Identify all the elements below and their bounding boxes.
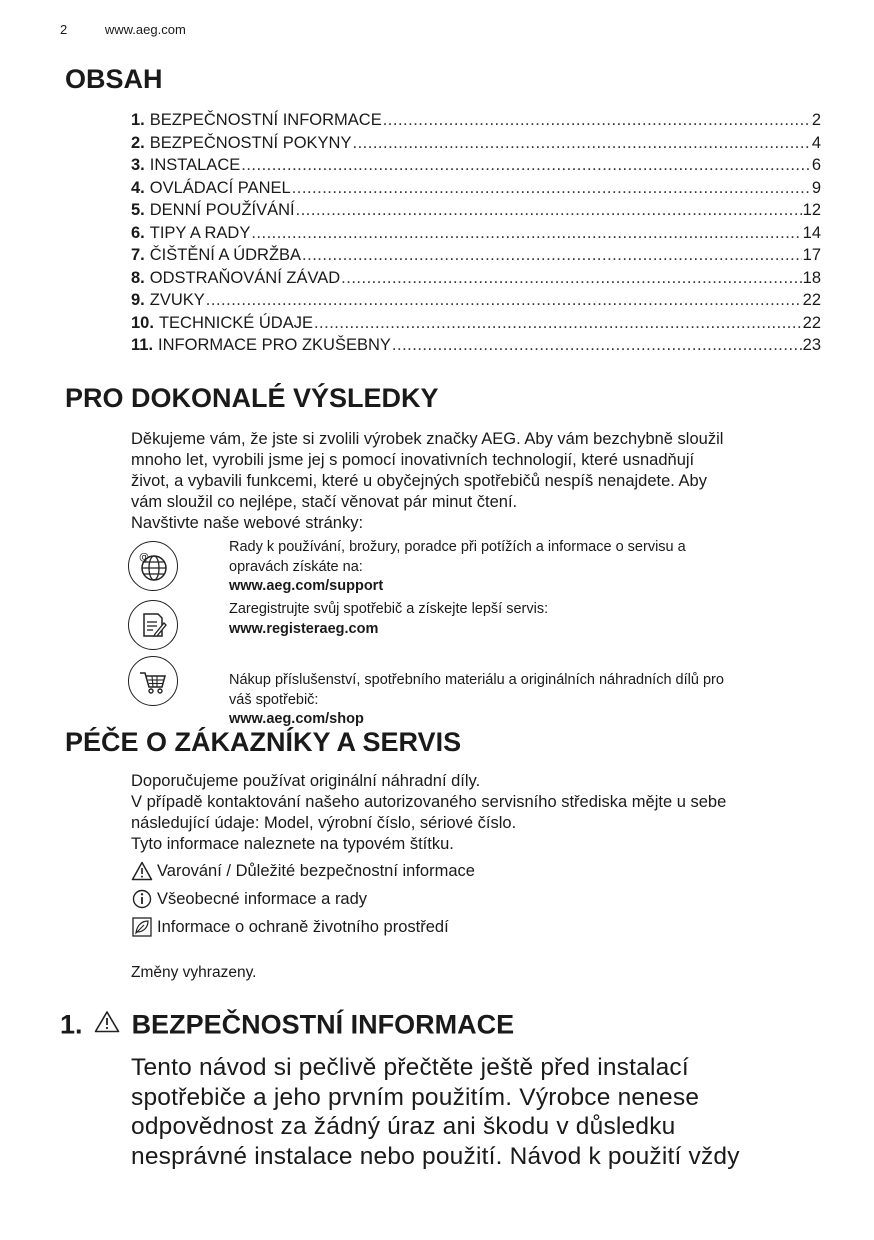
text-line: V případě kontaktování našeho autorizovaného servisního střediska mějte u sebe xyxy=(131,793,727,811)
toc-item-number: 3. xyxy=(131,156,145,174)
table-of-contents xyxy=(131,111,821,359)
legend-label: Všeobecné informace a rady xyxy=(157,889,368,908)
svg-text:@: @ xyxy=(139,552,149,563)
toc-item-number: 1. xyxy=(131,111,145,129)
toc-item[interactable] xyxy=(131,291,821,314)
header-site-link[interactable]: www.aeg.com xyxy=(104,22,186,37)
toc-item[interactable] xyxy=(131,336,821,359)
toc-item-page: 6 xyxy=(811,156,821,174)
toc-item[interactable] xyxy=(131,224,821,247)
toc-item-label: DENNÍ POUŽÍVÁNÍ xyxy=(149,201,295,219)
link-item-register xyxy=(128,598,828,654)
shop-link[interactable]: www.aeg.com/shop xyxy=(229,711,364,727)
toc-item-page: 12 xyxy=(802,201,821,219)
text-line: Tento návod si pečlivě přečtěte ještě před instalací xyxy=(131,1054,689,1081)
intro-paragraph xyxy=(131,429,821,534)
toc-item-page: 22 xyxy=(802,291,821,309)
toc-item[interactable] xyxy=(131,269,821,292)
text-line: Navštivte naše webové stránky: xyxy=(131,514,364,532)
toc-item-label: TECHNICKÉ ÚDAJE xyxy=(158,313,313,332)
toc-item-page: 4 xyxy=(811,133,821,152)
toc-item[interactable] xyxy=(131,134,821,157)
toc-item-number: 10. xyxy=(131,313,154,332)
toc-item-page: 17 xyxy=(802,246,821,264)
text-line: mnoho let, vyrobili jsme jej s pomocí inovativních technologií, které usnadňují xyxy=(131,451,695,469)
toc-item-number: 6. xyxy=(131,223,145,242)
toc-leader-dots xyxy=(292,179,811,198)
section-title-safety-information xyxy=(60,1009,514,1044)
toc-leader-dots xyxy=(296,201,802,220)
globe-icon xyxy=(128,541,178,591)
toc-item-label: INSTALACE xyxy=(149,156,241,174)
legend-label: Varování / Důležité bezpečnostní informace xyxy=(157,861,475,880)
legend-label: Informace o ochraně životního prostředí xyxy=(157,917,449,936)
link-description: opravách získáte na: xyxy=(229,558,363,575)
page-header xyxy=(60,22,186,37)
section-title-perfect-results: PRO DOKONALÉ VÝSLEDKY xyxy=(65,383,439,413)
toc-item[interactable] xyxy=(131,111,821,134)
info-circle-icon xyxy=(131,888,153,910)
toc-item-page: 22 xyxy=(802,313,821,332)
toc-item-page: 18 xyxy=(802,268,821,287)
link-description: Zaregistrujte svůj spotřebič a získejte lepší servis: xyxy=(229,601,549,617)
toc-leader-dots xyxy=(251,224,801,243)
toc-item-number: 4. xyxy=(131,178,145,197)
section-title-text: BEZPEČNOSTNÍ INFORMACE xyxy=(131,1009,515,1040)
toc-leader-dots xyxy=(352,134,810,153)
toc-item[interactable] xyxy=(131,246,821,269)
link-description: Rady k používání, brožury, poradce při potížích a informace o servisu a xyxy=(229,539,686,555)
warning-triangle-icon xyxy=(131,860,153,882)
toc-item-number: 9. xyxy=(131,291,145,309)
register-link[interactable]: www.registeraeg.com xyxy=(229,620,379,637)
toc-leader-dots xyxy=(241,156,811,175)
legend-item xyxy=(131,857,475,885)
symbol-legend xyxy=(131,857,475,941)
changes-reserved-note: Změny vyhrazeny. xyxy=(131,964,257,981)
toc-leader-dots xyxy=(392,336,802,355)
toc-item-page: 9 xyxy=(811,178,821,197)
legend-item xyxy=(131,913,475,941)
link-description: Nákup příslušenství, spotřebního materiálu a originálních náhradních dílů pro xyxy=(229,672,724,688)
toc-item-label: ODSTRAŇOVÁNÍ ZÁVAD xyxy=(149,268,341,287)
toc-leader-dots xyxy=(341,269,801,288)
legend-item xyxy=(131,885,475,913)
warning-triangle-icon xyxy=(94,1009,120,1040)
toc-item-number: 11. xyxy=(131,336,154,354)
toc-leader-dots xyxy=(206,291,802,310)
text-line: odpovědnost za žádný úraz ani škodu v důsledku xyxy=(131,1113,676,1140)
toc-title: OBSAH xyxy=(65,64,163,94)
toc-item-number: 8. xyxy=(131,268,145,287)
toc-leader-dots xyxy=(314,314,802,333)
shopping-cart-icon xyxy=(128,656,178,706)
toc-item-page: 14 xyxy=(802,223,821,242)
care-paragraph xyxy=(131,771,821,855)
text-line: Tyto informace naleznete na typovém štítku. xyxy=(131,835,454,853)
web-links-list xyxy=(128,538,828,727)
toc-leader-dots xyxy=(383,111,811,130)
toc-item-label: ZVUKY xyxy=(149,291,205,309)
toc-item[interactable] xyxy=(131,156,821,179)
toc-item[interactable] xyxy=(131,201,821,224)
text-line: vám sloužil co nejlépe, stačí věnovat pár minut čtení. xyxy=(131,493,518,511)
toc-item-page: 2 xyxy=(811,111,821,129)
toc-item-number: 2. xyxy=(131,133,145,152)
registration-form-icon xyxy=(128,600,178,650)
text-line: spotřebiče a jeho prvním použitím. Výrobce nenese xyxy=(131,1083,700,1111)
link-description: váš spotřebič: xyxy=(229,691,319,708)
text-line: život, a vybavili funkcemi, které u obyčejných spotřebičů nespíš nenajdete. Aby xyxy=(131,472,707,490)
toc-item-label: BEZPEČNOSTNÍ POKYNY xyxy=(149,133,352,152)
section-title-customer-care: PÉČE O ZÁKAZNÍKY A SERVIS xyxy=(65,727,462,757)
safety-intro-paragraph xyxy=(131,1053,831,1171)
toc-item-number: 5. xyxy=(131,201,145,219)
toc-item-label: INFORMACE PRO ZKUŠEBNY xyxy=(158,336,391,354)
link-item-shop xyxy=(128,654,828,727)
toc-item-label: BEZPEČNOSTNÍ INFORMACE xyxy=(149,111,382,129)
toc-item-label: OVLÁDACÍ PANEL xyxy=(149,178,291,197)
toc-item[interactable] xyxy=(131,179,821,202)
toc-leader-dots xyxy=(302,246,802,265)
toc-item-page: 23 xyxy=(802,336,821,354)
toc-item[interactable] xyxy=(131,314,821,337)
toc-item-number: 7. xyxy=(131,246,145,264)
toc-item-label: ČIŠTĚNÍ A ÚDRŽBA xyxy=(149,246,302,264)
section-number: 1. xyxy=(60,1009,83,1040)
toc-item-label: TIPY A RADY xyxy=(149,223,251,242)
text-line: Děkujeme vám, že jste si zvolili výrobek značky AEG. Aby vám bezchybně sloužil xyxy=(131,430,724,448)
link-item-support xyxy=(128,538,828,598)
page-number: 2 xyxy=(60,22,68,37)
environment-leaf-icon xyxy=(131,916,153,938)
support-link[interactable]: www.aeg.com/support xyxy=(229,578,384,594)
text-line: Doporučujeme používat originální náhradní díly. xyxy=(131,772,481,790)
text-line: nesprávné instalace nebo použití. Návod k použití vždy xyxy=(131,1142,740,1170)
text-line: následující údaje: Model, výrobní číslo, sériové číslo. xyxy=(131,814,517,832)
